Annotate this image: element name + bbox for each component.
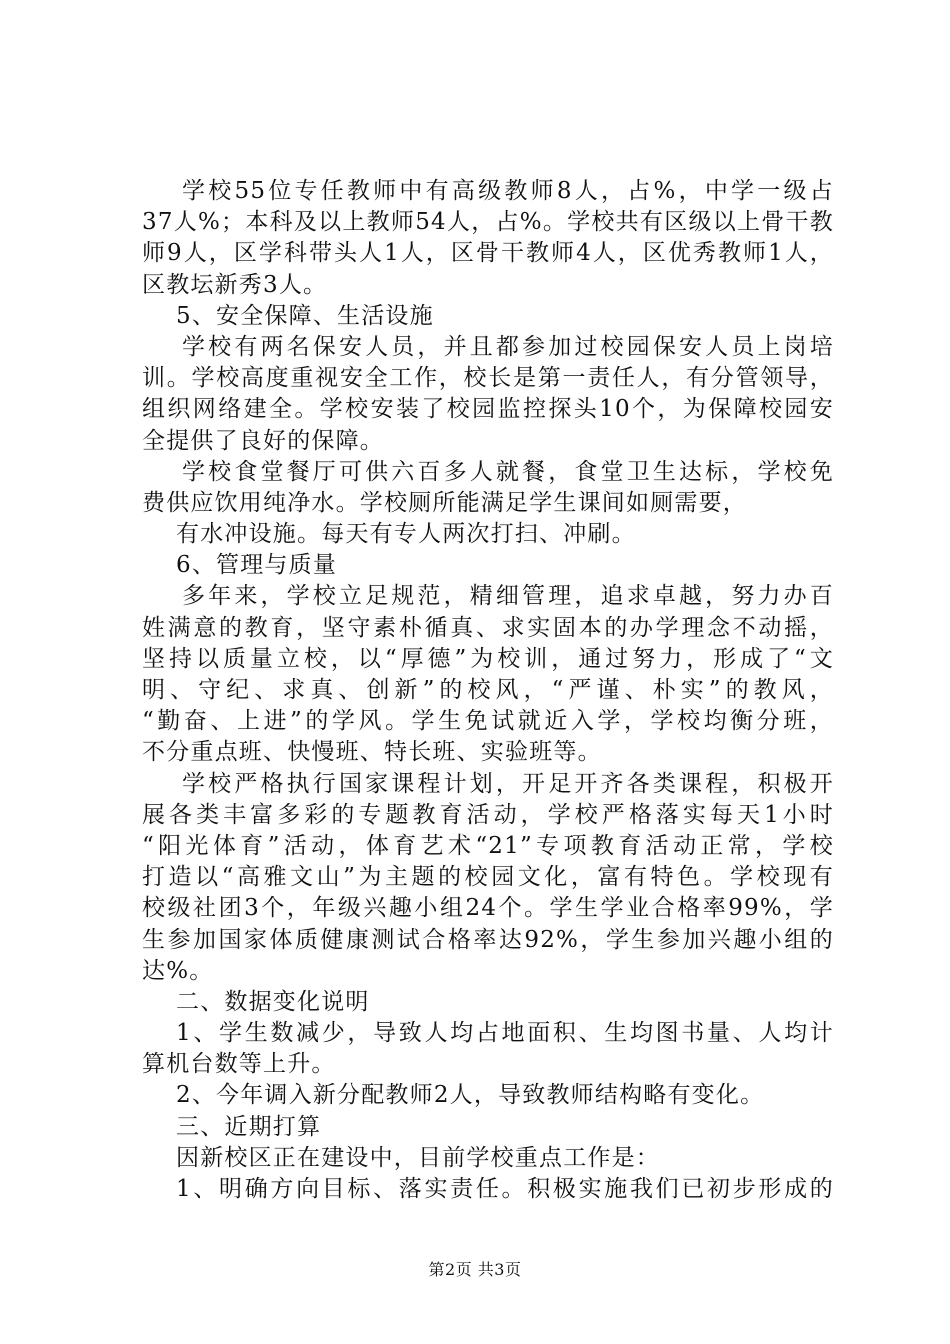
paragraph-line: 有水冲设施。每天有专人两次打扫、冲刷。: [176, 521, 636, 548]
section-heading: 三、近期打算: [176, 1113, 322, 1140]
paragraph-line: “阳光体育”活动，体育艺术“21”专项教育活动正常，学校: [142, 832, 834, 859]
paragraph-line: 学校有两名保安人员，并且都参加过校园保安人员上岗培: [182, 333, 834, 360]
section-heading: 二、数据变化说明: [176, 988, 370, 1015]
paragraph-line: “勤奋、上进”的学风。学生免试就近入学，学校均衡分班，: [142, 708, 834, 735]
paragraph-line: 全提供了良好的保障。: [142, 427, 384, 454]
paragraph-line: 因新校区正在建设中，目前学校重点工作是：: [176, 1144, 660, 1171]
paragraph-line: 达%。: [142, 957, 214, 984]
paragraph-line: 费供应饮用纯净水。学校厕所能满足学生课间如厕需要，: [142, 489, 747, 516]
paragraph-line: 生参加国家体质健康测试合格率达92%，学生参加兴趣小组的: [142, 926, 834, 953]
paragraph-line: 明、守纪、求真、创新”的校风，“严谨、朴实”的教风，: [142, 677, 834, 703]
paragraph-line: 不分重点班、快慢班、特长班、实验班等。: [142, 739, 602, 766]
paragraph-line: 打造以“高雅文山”为主题的校园文化，富有特色。学校现有: [142, 864, 834, 891]
page-number-footer: 第2页 共3页: [428, 1260, 522, 1279]
paragraph-line: 组织网络建全。学校安装了校园监控探头10个，为保障校园安: [142, 396, 834, 423]
paragraph-line: 坚持以质量立校，以“厚德”为校训，通过努力，形成了“文: [142, 645, 834, 672]
paragraph-line: 师9人，区学科带头人1人，区骨干教师4人，区优秀教师1人，: [142, 240, 834, 267]
paragraph-line: 算机台数等上升。: [142, 1051, 336, 1078]
document-body: [142, 176, 834, 1205]
paragraph-line: 1、明确方向目标、落实责任。积极实施我们已初步形成的: [176, 1176, 834, 1202]
paragraph-line: 学校55位专任教师中有高级教师8人，占%，中学一级占: [182, 178, 834, 204]
paragraph-line: 学校食堂餐厅可供六百多人就餐，食堂卫生达标，学校免: [182, 458, 834, 485]
paragraph-line: 37人%；本科及以上教师54人，占%。学校共有区级以上骨干教: [142, 209, 834, 236]
section-heading: 5、安全保障、生活设施: [176, 302, 434, 329]
paragraph-line: 展各类丰富多彩的专题教育活动，学校严格落实每天1小时: [142, 801, 834, 828]
paragraph-line: 学校严格执行国家课程计划，开足开齐各类课程，积极开: [182, 770, 834, 797]
paragraph-line: 校级社团3个，年级兴趣小组24个。学生学业合格率99%，学: [142, 895, 834, 922]
paragraph-line: 姓满意的教育，坚守素朴循真、求实固本的办学理念不动摇，: [142, 614, 834, 641]
section-heading: 6、管理与质量: [176, 552, 338, 579]
paragraph-line: 2、今年调入新分配教师2人，导致教师结构略有变化。: [176, 1082, 765, 1109]
paragraph-line: 训。学校高度重视安全工作，校长是第一责任人，有分管领导，: [142, 365, 834, 392]
paragraph-line: 1、学生数减少，导致人均占地面积、生均图书量、人均计: [176, 1020, 834, 1047]
paragraph-line: 多年来，学校立足规范，精细管理，追求卓越，努力办百: [182, 583, 834, 610]
paragraph-line: 区教坛新秀3人。: [142, 271, 328, 298]
